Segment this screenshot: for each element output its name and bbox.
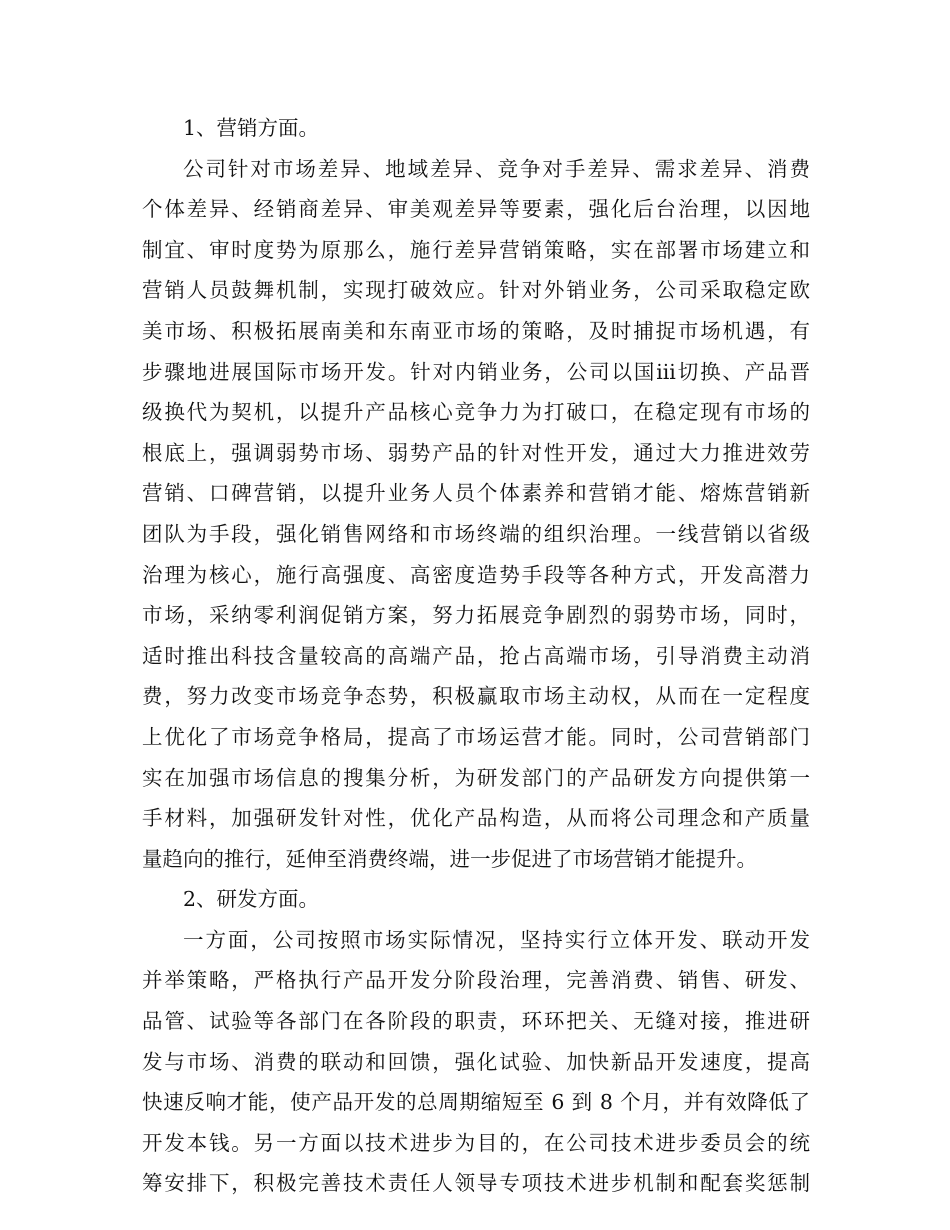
paragraph-line: 市场，采纳零利润促销方案，努力拓展竞争剧烈的弱势市场，同时，	[142, 603, 810, 628]
paragraph-line: 手材料，加强研发针对性，优化产品构造，从而将公司理念和产质量	[142, 806, 810, 831]
paragraph-line: 并举策略，严格执行产品开发分阶段治理，完善消费、销售、研发、	[142, 968, 810, 993]
section-research	[142, 879, 810, 1204]
document-page	[142, 108, 810, 1204]
paragraph-line: 团队为手段，强化销售网络和市场终端的组织治理。一线营销以省级	[142, 521, 810, 546]
section-heading: 1、营销方面。	[183, 116, 320, 140]
paragraph-line: 级换代为契机，以提升产品核心竞争力为打破口，在稳定现有市场的	[142, 400, 810, 425]
paragraph-line: 步骤地进展国际市场开发。针对内销业务，公司以国iii切换、产品晋	[142, 359, 810, 384]
paragraph-line: 适时推出科技含量较高的高端产品，抢占高端市场，引导消费主动消	[142, 643, 810, 668]
paragraph-line: 开发本钱。另一方面以技术进步为目的，在公司技术进步委员会的统	[142, 1130, 810, 1155]
paragraph-line: 一方面，公司按照市场实际情况，坚持实行立体开发、联动开发	[183, 927, 810, 952]
paragraph-line: 上优化了市场竞争格局，提高了市场运营才能。同时，公司营销部门	[142, 724, 810, 749]
paragraph-line: 发与市场、消费的联动和回馈，强化试验、加快新品开发速度，提高	[142, 1049, 810, 1074]
paragraph-line: 实在加强市场信息的搜集分析，为研发部门的产品研发方向提供第一	[142, 765, 810, 790]
section-heading: 2、研发方面。	[183, 887, 320, 912]
paragraph-line: 营销人员鼓舞机制，实现打破效应。针对外销业务，公司采取稳定欧	[142, 278, 810, 303]
paragraph-line: 个体差异、经销商差异、审美观差异等要素，强化后台治理，以因地	[142, 197, 810, 222]
paragraph-line: 制宜、审时度势为原那么，施行差异营销策略，实在部署市场建立和	[142, 237, 810, 262]
paragraph-line: 费，努力改变市场竞争态势，积极赢取市场主动权，从而在一定程度	[142, 684, 810, 709]
paragraph-line: 量趋向的推行，延伸至消费终端，进一步促进了市场营销才能提升。	[142, 846, 757, 871]
paragraph-line: 快速反响才能，使产品开发的总周期缩短至 6 到 8 个月，并有效降低了	[142, 1090, 810, 1115]
paragraph-line: 美市场、积极拓展南美和东南亚市场的策略，及时捕捉市场机遇，有	[142, 318, 810, 343]
paragraph-line: 公司针对市场差异、地域差异、竞争对手差异、需求差异、消费	[183, 156, 810, 181]
paragraph-line: 根底上，强调弱势市场、弱势产品的针对性开发，通过大力推进效劳	[142, 440, 810, 465]
paragraph-line: 筹安排下，积极完善技术责任人领导专项技术进步机制和配套奖惩制	[142, 1171, 810, 1196]
section-marketing	[142, 108, 810, 879]
paragraph-line: 治理为核心，施行高强度、高密度造势手段等各种方式，开发高潜力	[142, 562, 810, 587]
paragraph-line: 品管、试验等各部门在各阶段的职责，环环把关、无缝对接，推进研	[142, 1009, 810, 1034]
paragraph-line: 营销、口碑营销，以提升业务人员个体素养和营销才能、熔炼营销新	[142, 481, 810, 506]
